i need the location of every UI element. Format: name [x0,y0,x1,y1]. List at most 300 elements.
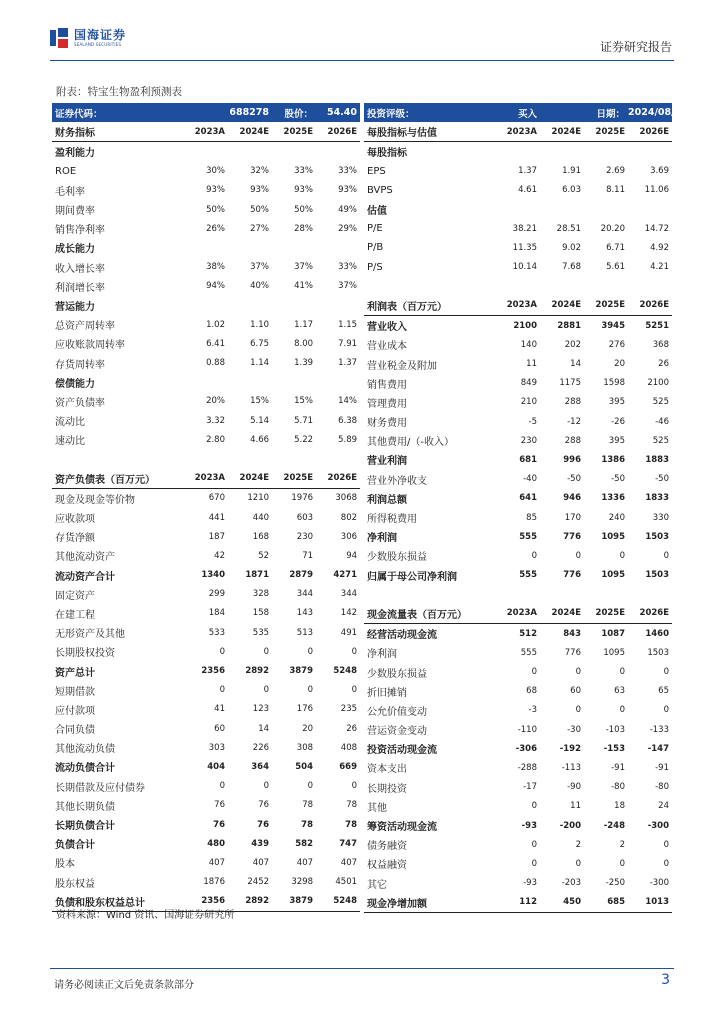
table-cell: 1340 [201,570,225,581]
table-cell: 1833 [645,493,669,504]
table-cell: 37% [294,262,314,273]
table-cell: 负债和股东权益总计 [52,892,184,912]
spacer-row [52,449,360,468]
table-cell: 4271 [333,570,358,581]
table-cell: 240 [608,512,625,523]
table-cell: 41% [294,281,314,292]
table-row [364,778,672,797]
table-cell: 总资产周转率 [55,321,115,333]
table-cell: -91 [611,762,625,773]
header-row [52,469,360,489]
table-cell: 8.11 [606,185,625,196]
table-cell: 公允价值变动 [367,706,427,718]
table-cell: 407 [208,857,225,868]
table-cell: 28% [294,223,314,234]
table-cell: 0 [575,858,581,869]
table-cell: 营业收入 [367,322,407,334]
table-cell: 长期投资 [367,783,407,795]
table-cell: 6.75 [250,338,270,349]
table-cell: 1.15 [338,319,358,330]
table-row [364,566,672,585]
table-cell: 股东权益 [55,878,95,890]
table-cell: 0 [663,839,669,850]
table-cell: 3.32 [206,415,225,426]
table-cell: 93% [250,185,270,196]
table-cell: 2881 [557,320,581,331]
table-cell: 368 [652,339,669,350]
table-cell: 债务融资 [367,841,407,853]
table-cell: 7.91 [338,338,358,349]
table-cell: 440 [252,512,270,523]
table-cell: 52 [258,550,270,561]
table-cell: 1871 [245,570,270,581]
table-cell: -113 [561,762,581,773]
table-cell: 0 [575,705,581,716]
table-cell: 管理费用 [367,398,407,410]
table-cell: 63 [614,686,625,697]
table-cell: BVPS [367,184,393,196]
table-cell: 26 [346,723,358,734]
table-cell: -306 [515,743,537,754]
footer-divider [50,968,674,969]
table-cell: 2.80 [206,434,225,445]
table-cell: 2025E [272,122,316,142]
table-cell: 54.40 [316,103,360,122]
table-cell: 15% [294,396,314,407]
table-cell: 170 [564,512,581,523]
table-cell: -288 [517,762,537,773]
table-row [52,661,360,680]
table-cell: 50% [206,204,225,215]
table-cell: 308 [296,742,314,753]
table-cell: 0 [663,858,669,869]
left-financial-table [52,103,360,912]
table-cell: 流动负债合计 [55,763,115,775]
table-cell: 买入 [496,103,540,122]
table-cell: 491 [340,627,358,638]
table-cell: 现金净增加额 [364,893,496,913]
table-cell: 776 [563,531,581,542]
table-row [364,527,672,546]
table-cell: 9.02 [562,242,581,253]
table-cell: 1.37 [338,358,358,369]
table-row [364,643,672,662]
table-cell: 0 [263,685,270,696]
page-header [50,28,674,58]
table-cell: 证券代码： [52,103,184,122]
table-cell: 营运能力 [55,301,95,313]
table-title: 附表：特宝生物盈利预测表 [56,86,182,98]
table-row [364,238,672,257]
table-cell: -12 [567,416,581,427]
table-cell: 存货周转率 [55,359,105,371]
table-cell: 0 [619,550,625,561]
table-cell: 0 [307,646,314,657]
table-cell: -80 [655,782,669,793]
table-cell: 0 [531,550,537,561]
table-cell: -3 [528,705,537,716]
table-cell: 504 [295,761,314,772]
table-cell: 0 [531,839,537,850]
table-cell: 流动比 [55,417,85,429]
table-cell: 65 [658,686,669,697]
table-cell: 6.41 [206,338,225,349]
table-cell: 0 [531,801,537,812]
table-cell: 1598 [603,378,625,389]
table-cell: 1013 [628,893,672,913]
table-cell: 5.14 [250,415,270,426]
table-cell: -46 [655,416,669,427]
table-cell: 资本支出 [367,764,407,776]
table-cell: -91 [655,762,669,773]
table-cell: 其他费用/（-收入） [367,437,454,449]
table-cell: 应收款项 [55,514,95,526]
table-cell: 37% [338,281,358,292]
table-cell: 1503 [645,531,669,542]
table-cell: 2026E [628,604,672,624]
table-cell: 512 [519,628,537,639]
table-cell: P/B [367,242,384,254]
table-row [364,431,672,450]
table-cell: 2892 [245,666,270,677]
header-row [52,122,360,142]
table-cell: 5.61 [606,262,625,273]
table-cell: 20.20 [600,223,625,234]
table-cell: 344 [340,589,358,600]
logo-mark-icon [50,28,70,48]
table-cell: 2025E [584,296,628,316]
table-cell: 235 [340,704,358,715]
table-cell: 276 [608,339,625,350]
table-row [52,815,360,834]
table-cell: 经营活动现金流 [367,630,437,642]
table-cell: 0 [619,858,625,869]
table-row [52,258,360,277]
spacer-row [364,277,672,296]
table-cell: 少数股东损益 [367,552,427,564]
table-cell: 450 [540,893,584,913]
table-cell: 14 [258,723,270,734]
table-cell: 2026E [316,469,360,489]
table-cell: 1976 [291,493,314,504]
table-cell: ROE [55,165,77,177]
table-cell: -103 [605,724,625,735]
table-row [52,200,360,219]
table-cell: -250 [605,878,625,889]
table-cell: 143 [296,608,314,619]
table-cell: -110 [517,724,537,735]
table-cell: 670 [208,493,225,504]
table-cell: 364 [251,761,270,772]
table-row [364,546,672,565]
table-cell: 现金及现金等价物 [55,494,135,506]
table-row [52,719,360,738]
table-cell: 2024E [228,469,272,489]
table-cell: -300 [647,820,669,831]
table-row [364,316,672,336]
table-cell: -192 [559,743,581,754]
table-row [364,662,672,681]
table-cell: 685 [584,893,628,913]
table-cell: 603 [296,512,314,523]
table-row [52,430,360,449]
table-cell: 筹资活动现金流 [367,822,437,834]
table-cell: 其它 [367,879,387,891]
section-row [52,238,360,257]
table-cell: 0 [663,550,669,561]
table-row [52,566,360,585]
section-row [364,142,672,162]
table-cell: 42 [214,550,225,561]
table-cell: 其他 [367,802,387,814]
table-cell: 应付款项 [55,705,95,717]
table-cell: 50% [294,204,314,215]
table-cell: 5251 [645,320,669,331]
table-cell: -26 [611,416,625,427]
table-cell: 168 [252,531,270,542]
table-cell: 78 [346,800,358,811]
table-cell: 93% [294,185,314,196]
top-info-bar [364,103,672,122]
table-cell: 525 [652,435,669,446]
table-cell: 30% [206,166,225,177]
table-cell: 533 [208,627,225,638]
table-cell: 所得税费用 [367,514,417,526]
table-cell: 0 [307,781,314,792]
table-row [52,392,360,411]
table-cell: 5.22 [294,434,314,445]
table-cell: 230 [296,531,314,542]
table-row [364,701,672,720]
table-cell: 0 [351,685,358,696]
table-cell: 营业成本 [367,341,407,353]
table-cell: 641 [519,493,537,504]
table-row [52,585,360,604]
table-cell: 速动比 [55,436,85,448]
logo-name-cn: 国海证券 [74,27,127,42]
table-cell: 3.69 [650,166,669,177]
table-cell: 582 [295,838,314,849]
table-cell: 股本 [55,859,75,871]
table-cell: 142 [340,608,358,619]
table-cell: 14 [570,359,581,370]
table-cell: 2024E [540,604,584,624]
table-cell: 5248 [333,666,358,677]
table-cell: 期间费率 [55,206,95,218]
table-cell: 利润表（百万元） [364,296,496,316]
table-cell: 2 [575,839,581,850]
table-cell: 1876 [203,877,225,888]
table-cell: 94 [346,550,358,561]
table-cell: -200 [559,820,581,831]
table-cell: 资产负债表（百万元） [52,469,184,489]
table-cell: 11 [526,359,537,370]
table-row [364,450,672,469]
table-cell: 60 [570,686,581,697]
table-cell: 2100 [513,320,537,331]
table-cell: 每股指标与估值 [364,122,496,142]
table-cell: 估值 [367,206,387,218]
table-cell: 2026E [628,296,672,316]
table-cell: 净利润 [367,533,397,545]
section-row [52,373,360,392]
table-cell: 37% [250,262,270,273]
table-row [52,700,360,719]
table-cell: 40% [250,281,270,292]
table-cell: 33% [338,262,358,273]
table-cell: 688278 [184,103,272,122]
table-row [364,682,672,701]
table-cell: 2356 [184,892,228,912]
table-cell: 0 [531,858,537,869]
table-cell: 4.92 [650,242,669,253]
table-cell: 33% [294,166,314,177]
table-cell: 1095 [601,570,625,581]
right-financial-table [364,103,688,913]
table-cell: 5.89 [338,434,358,445]
table-cell: 140 [520,339,537,350]
table-row [364,758,672,777]
table-cell: 财务费用 [367,418,407,430]
table-cell: 4501 [335,877,358,888]
table-cell: 1.39 [294,358,314,369]
table-cell: -153 [603,743,625,754]
table-row [364,393,672,412]
page-number: 3 [661,972,670,988]
table-cell: 747 [339,838,358,849]
table-row [52,681,360,700]
table-cell: 长期借款及应付债券 [55,782,145,794]
table-cell: 3879 [289,666,314,677]
table-cell: 2 [619,839,625,850]
table-row [364,258,672,277]
table-cell: 2025E [272,469,316,489]
table-cell: -93 [523,878,537,889]
table-row [364,508,672,527]
section-row [52,142,360,162]
table-cell: 38.21 [512,223,537,234]
table-cell: 营运资金变动 [367,726,427,738]
table-cell: P/S [367,261,383,273]
table-row [52,508,360,527]
table-cell: 18 [614,801,625,812]
table-cell: 0 [575,667,581,678]
section-row [364,200,672,219]
table-cell: 6.38 [338,415,358,426]
table-cell: 407 [340,857,358,868]
table-cell: 776 [563,570,581,581]
table-cell: 1386 [601,454,625,465]
header-row [364,296,672,316]
table-cell: 76 [214,800,225,811]
table-cell: 其他长期负债 [55,801,115,813]
table-cell: 535 [252,627,270,638]
table-cell: -133 [649,724,669,735]
table-cell: 长期股权投资 [55,648,115,660]
table-cell: 395 [608,397,625,408]
table-cell: 3879 [272,892,316,912]
table-cell: 1087 [601,628,625,639]
table-cell: 0 [307,685,314,696]
table-cell: 525 [652,397,669,408]
table-cell: 306 [340,531,358,542]
table-cell: 2023A [496,604,540,624]
table-cell: 盈利能力 [55,148,95,160]
table-cell: 404 [207,761,225,772]
table-cell: 6.71 [606,242,625,253]
table-cell: 1.10 [250,319,270,330]
table-cell: 441 [208,512,225,523]
table-cell: 2026E [316,122,360,142]
table-cell: EPS [367,165,386,177]
table-row [364,335,672,354]
table-cell: 0 [263,781,270,792]
table-cell: 20 [614,359,625,370]
table-cell: 2100 [647,378,669,389]
table-cell: 849 [520,378,537,389]
table-cell: 0 [619,705,625,716]
table-cell: 11.35 [512,242,537,253]
table-cell: 303 [208,742,225,753]
table-row [52,219,360,238]
table-cell: 流动资产合计 [55,571,115,583]
table-cell: 20 [302,723,314,734]
table-cell: 299 [208,589,225,600]
table-cell: -40 [523,474,537,485]
table-cell: 0 [219,646,225,657]
table-cell: 0 [531,667,537,678]
header-row [364,604,672,624]
table-cell: 成长能力 [55,244,95,256]
table-cell: 0.88 [206,358,225,369]
table-row [52,777,360,796]
table-cell: 6.03 [562,185,581,196]
table-cell: 净利润 [367,649,397,661]
table-cell: 5.71 [294,415,314,426]
table-cell: 28.51 [556,223,581,234]
table-cell: -17 [523,782,537,793]
table-cell [52,449,360,468]
table-cell: 112 [496,893,540,913]
table-row [364,489,672,508]
table-cell: 0 [663,705,669,716]
table-cell: 归属于母公司净利润 [367,571,457,583]
table-cell: 0 [219,781,225,792]
report-type: 证券研究报告 [599,40,672,54]
table-cell: 14% [338,396,358,407]
table-cell: 20% [206,396,225,407]
table-cell: 0 [351,781,358,792]
table-cell: 1.17 [294,319,314,330]
table-cell: -5 [528,416,537,427]
table-cell: -300 [649,878,669,889]
table-cell: 71 [302,550,314,561]
table-cell: 187 [208,531,225,542]
table-row [364,739,672,758]
table-cell: 33% [338,166,358,177]
table-cell: 每股指标 [367,148,407,160]
table-cell: 555 [519,531,537,542]
table-cell: 2024/08/22 [628,103,672,122]
table-cell [540,103,584,122]
table-cell: 93% [206,185,225,196]
table-cell: 1503 [647,647,669,658]
table-cell: 2879 [289,570,314,581]
table-cell: 收入增长率 [55,263,105,275]
table-cell: 2452 [247,877,270,888]
table-cell: 2025E [584,122,628,142]
table-cell: 78 [301,819,314,830]
